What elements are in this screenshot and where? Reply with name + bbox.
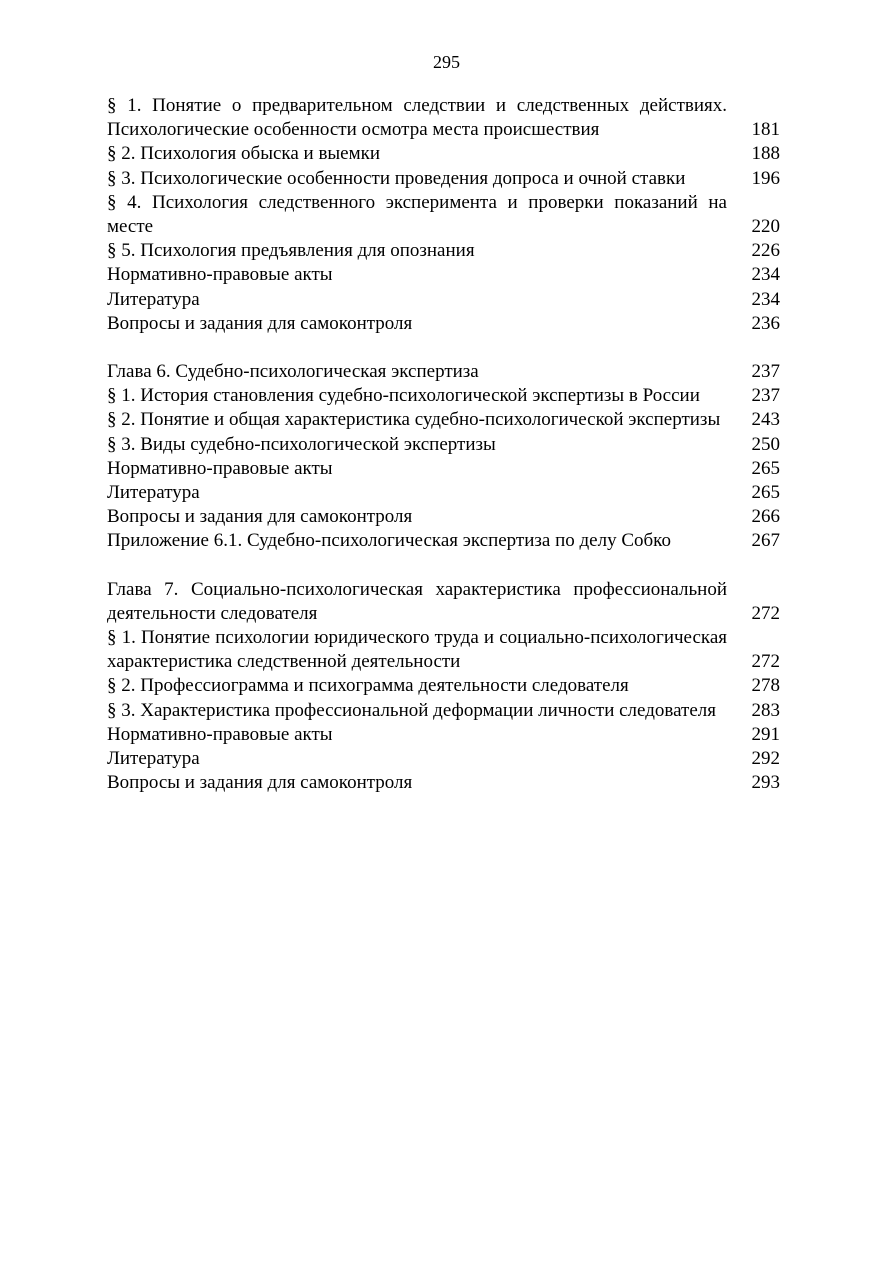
toc-entry-title: Нормативно-правовые акты bbox=[107, 723, 333, 745]
toc-entry-title: § 1. Понятие о предварительном следствии и следственных действиях. Психологические особенности осмотра места происшествия bbox=[107, 95, 727, 141]
toc-entry-title: § 5. Психология предъявления для опознания bbox=[107, 240, 475, 262]
toc-entry bbox=[107, 481, 780, 505]
toc-entry bbox=[107, 505, 780, 529]
toc-entry-page: 250 bbox=[751, 433, 780, 455]
toc-entry-page: 196 bbox=[751, 167, 780, 189]
toc-entry-page: 291 bbox=[751, 723, 780, 745]
toc-entry-title: Литература bbox=[107, 288, 200, 310]
toc-entry-page: 220 bbox=[751, 216, 780, 238]
toc-entry-title: § 3. Психологические особенности проведения допроса и очной ставки bbox=[107, 167, 686, 189]
toc-entry-page: 234 bbox=[751, 288, 780, 310]
page-number: 295 bbox=[433, 52, 460, 72]
toc-entry-title: Нормативно-правовые акты bbox=[107, 264, 333, 286]
toc-entry bbox=[107, 167, 780, 191]
toc-entry-page: 278 bbox=[751, 675, 780, 697]
toc-entry bbox=[107, 457, 780, 481]
toc-entry-page: 267 bbox=[751, 530, 780, 552]
toc-entry-title: Литература bbox=[107, 482, 200, 504]
toc-entry-title: § 3. Виды судебно-психологической экспертизы bbox=[107, 433, 496, 455]
toc-entry bbox=[107, 384, 780, 408]
toc-entry-page: 265 bbox=[751, 457, 780, 479]
toc-entry-title: § 2. Понятие и общая характеристика судебно-психологической экспертизы bbox=[107, 409, 721, 431]
toc-entry-page: 237 bbox=[751, 361, 780, 383]
toc-entry-page: 226 bbox=[751, 240, 780, 262]
toc-entry bbox=[107, 699, 780, 723]
toc-entry-page: 188 bbox=[751, 143, 780, 165]
toc-entry-title: § 2. Профессиограмма и психограмма деятельности следователя bbox=[107, 675, 629, 697]
toc-entry-title: § 1. История становления судебно-психологической экспертизы в России bbox=[107, 385, 700, 407]
toc-entry bbox=[107, 312, 780, 336]
toc-entry bbox=[107, 433, 780, 457]
toc-entry bbox=[107, 408, 780, 432]
toc-entry-title: Глава 7. Социально-психологическая характеристика профессиональной деятельности следователя bbox=[107, 578, 727, 624]
toc-entry bbox=[107, 674, 780, 698]
toc-entry-page: 181 bbox=[751, 119, 780, 141]
toc-entry-title: § 2. Психология обыска и выемки bbox=[107, 143, 381, 165]
toc-entry bbox=[107, 747, 780, 771]
toc-entry bbox=[107, 626, 780, 674]
toc-entry-title: § 1. Понятие психологии юридического труда и социально-психологическая характеристика следственной деятельности bbox=[107, 627, 727, 673]
toc-entry-title: Нормативно-правовые акты bbox=[107, 457, 333, 479]
toc-entry-page: 266 bbox=[751, 506, 780, 528]
toc-entry bbox=[107, 142, 780, 166]
toc-chapter-entry bbox=[107, 578, 780, 626]
toc-entry-page: 293 bbox=[751, 772, 780, 794]
toc-entry-title: Литература bbox=[107, 748, 200, 770]
toc-entry bbox=[107, 191, 780, 239]
toc-entry-page: 265 bbox=[751, 482, 780, 504]
toc-entry-page: 292 bbox=[751, 748, 780, 770]
toc-entry-title: Вопросы и задания для самоконтроля bbox=[107, 506, 413, 528]
toc-entry-title: § 4. Психология следственного эксперимента и проверки показаний на месте bbox=[107, 191, 727, 238]
toc-chapter-entry bbox=[107, 360, 780, 384]
toc-entry-title: Вопросы и задания для самоконтроля bbox=[107, 312, 413, 334]
toc-entry-page: 272 bbox=[751, 602, 780, 624]
toc-entry-page: 243 bbox=[751, 409, 780, 431]
toc-entry-title: § 3. Характеристика профессиональной деформации личности следователя bbox=[107, 699, 716, 721]
toc-entry-title: Вопросы и задания для самоконтроля bbox=[107, 772, 413, 794]
toc-entry bbox=[107, 263, 780, 287]
toc-entry bbox=[107, 239, 780, 263]
toc-entry-page: 236 bbox=[751, 312, 780, 334]
toc-entry bbox=[107, 94, 780, 142]
toc-entry-page: 272 bbox=[751, 651, 780, 673]
toc-entry bbox=[107, 529, 780, 553]
toc-entry-page: 234 bbox=[751, 264, 780, 286]
toc-entry-title: Глава 6. Судебно-психологическая экспертиза bbox=[107, 361, 479, 383]
table-of-contents bbox=[107, 94, 780, 795]
toc-entry bbox=[107, 288, 780, 312]
toc-entry-title: Приложение 6.1. Судебно-психологическая экспертиза по делу Собко bbox=[107, 530, 671, 552]
toc-entry-page: 237 bbox=[751, 385, 780, 407]
toc-entry-page: 283 bbox=[751, 699, 780, 721]
toc-entry bbox=[107, 771, 780, 795]
toc-entry bbox=[107, 723, 780, 747]
